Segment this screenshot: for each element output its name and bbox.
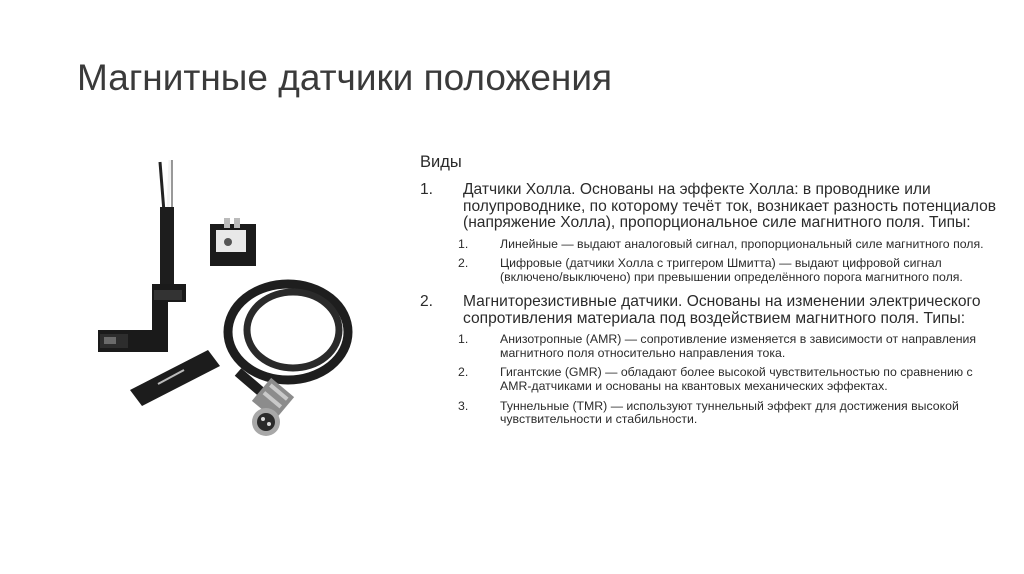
sub-list-item-text: Туннельные (TMR) — используют туннельный эффект для достижения высокой чувствительности и стабильности. (500, 398, 959, 427)
sensor-product-photo (88, 152, 398, 452)
sub-list-item-text: Цифровые (датчики Холла с триггером Шмитта) — выдают цифровой сигнал (включено/выключено) при превышении определённого порога магнитного поля. (500, 256, 963, 284)
list-item: 2. Магниторезистивные датчики. Основаны на изменении электрического сопротивления материала под воздействием магнитного поля. Типы: (420, 293, 981, 327)
sub-list-item-text: Линейные — выдают аналоговый сигнал, пропорциональный силе магнитного поля. (500, 236, 984, 251)
list-item-text: Датчики Холла. Основаны на эффекте Холла: в проводнике или полупроводнике, по которому течёт ток, возникает разность потенциалов (напряжение Холла), пропорциональное силе магнитного поля. Типы: (463, 181, 997, 231)
slide-title: Магнитные датчики положения (77, 57, 613, 98)
sub-list-item: 3. Туннельные (TMR) — используют туннельный эффект для достижения высокой чувствительности и стабильности. (458, 398, 959, 427)
list-item-text: Магниторезистивные датчики. Основаны на изменении электрического сопротивления материала под воздействием магнитного поля. Типы: (463, 293, 981, 327)
section-heading: Виды (420, 153, 462, 171)
sub-list-item-text: Гигантские (GMR) — обладают более высокой чувствительностью по сравнению с AMR-датчиками и основаны на квантовых механических эффектах. (500, 365, 973, 394)
sub-list-item: 1. Линейные — выдают аналоговый сигнал, пропорциональный силе магнитного поля. (458, 236, 984, 251)
list-item: 1. Датчики Холла. Основаны на эффекте Холла: в проводнике или полупроводнике, по которому течёт ток, возникает разность потенциалов (напряжение Холла), пропорциональное силе магнитного поля. Типы: (420, 181, 997, 231)
sub-list-item: 2. Гигантские (GMR) — обладают более высокой чувствительностью по сравнению с AMR-датчиками и основаны на квантовых механических эффектах. (458, 365, 973, 394)
sub-list-item: 2. Цифровые (датчики Холла с триггером Шмитта) — выдают цифровой сигнал (включено/выключено) при превышении определённого порога магнитного поля. (458, 256, 963, 284)
slide-content (420, 152, 1000, 427)
sub-list-item-text: Анизотропные (AMR) — сопротивление изменяется в зависимости от направления магнитного поля относительно направления тока. (500, 332, 977, 360)
sub-list-item: 1. Анизотропные (AMR) — сопротивление изменяется в зависимости от направления магнитного поля относительно направления тока. (458, 332, 977, 360)
